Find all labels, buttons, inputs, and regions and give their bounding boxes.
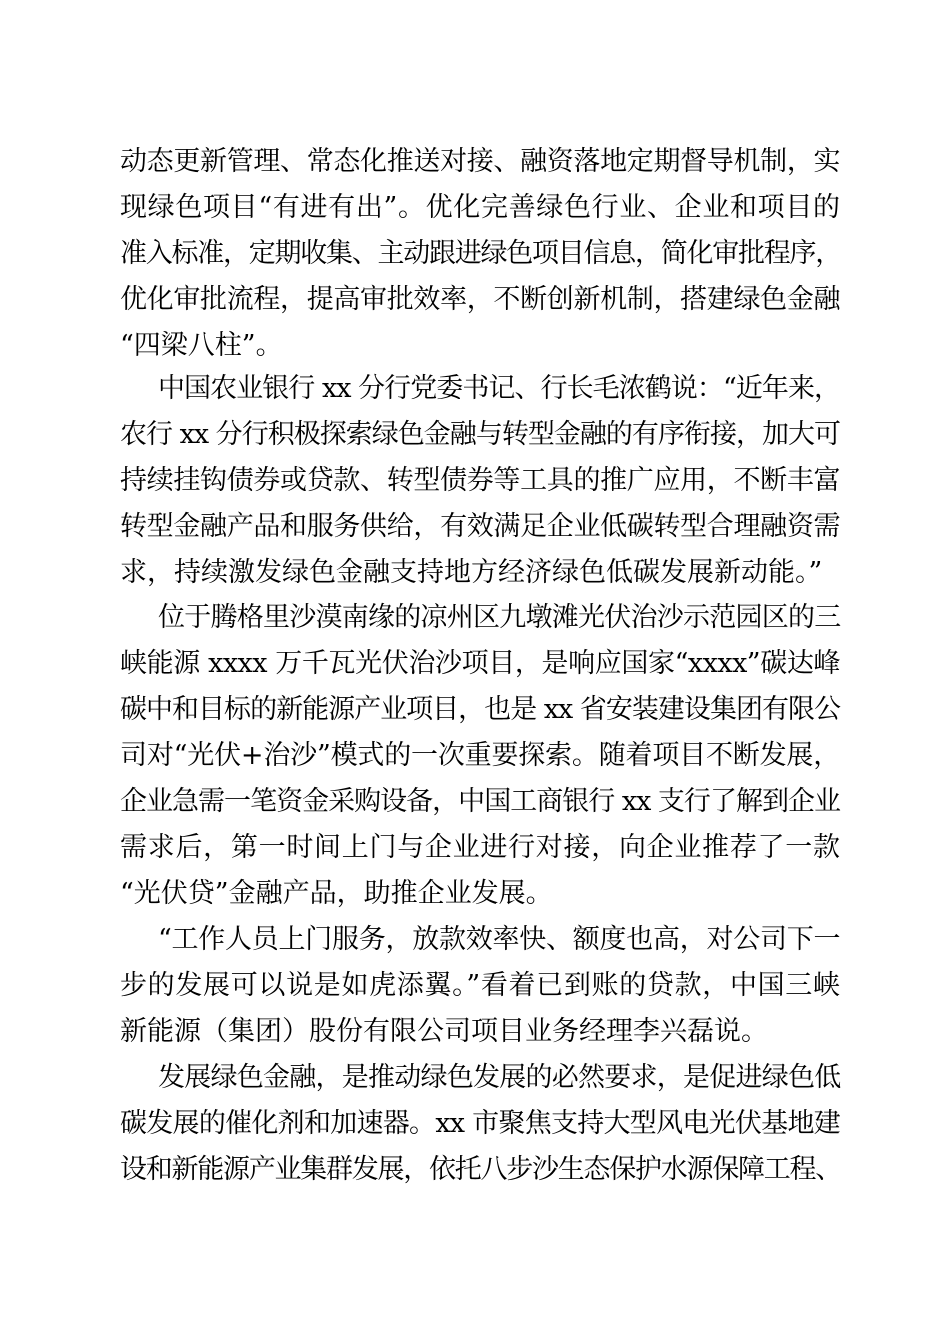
text-line: 动态更新管理、常态化推送对接、融资落地定期督导机制，实 (120, 146, 840, 177)
text-line: 设和新能源产业集群发展，依托八步沙生态保护水源保障工程、 (120, 1154, 841, 1185)
text-line: 新能源（集团）股份有限公司项目业务经理李兴磊说。 (120, 1016, 768, 1047)
text-line: 企业急需一笔资金采购设备，中国工商银行 xx 支行了解到企业 (120, 786, 840, 817)
text-line: 司对“光伏+治沙”模式的一次重要探索。随着项目不断发展， (120, 740, 840, 771)
paragraph-first-line: “工作人员上门服务，放款效率快、额度也高，对公司下一 (158, 924, 841, 955)
text-line: 需求后，第一时间上门与企业进行对接，向企业推荐了一款 (120, 832, 840, 863)
text-line: 准入标准，定期收集、主动跟进绿色项目信息，简化审批程序， (120, 238, 841, 269)
text-line: 持续挂钩债券或贷款、转型债券等工具的推广应用，不断丰富 (120, 465, 840, 496)
text-line: “四梁八柱”。 (120, 330, 283, 361)
text-line: 现绿色项目“有进有出”。优化完善绿色行业、企业和项目的 (120, 192, 840, 223)
text-line: “光伏贷”金融产品，助推企业发展。 (120, 878, 553, 909)
paragraph-first-line: 中国农业银行 xx 分行党委书记、行长毛浓鹤说：“近年来， (158, 373, 840, 404)
text-line: 碳中和目标的新能源产业项目，也是 xx 省安装建设集团有限公 (120, 694, 840, 725)
text-line: 转型金融产品和服务供给，有效满足企业低碳转型合理融资需 (120, 511, 840, 542)
paragraph-first-line: 发展绿色金融，是推动绿色发展的必然要求，是促进绿色低 (158, 1062, 841, 1093)
text-line: 求，持续激发绿色金融支持地方经济绿色低碳发展新动能。” (120, 557, 823, 588)
text-line: 碳发展的催化剂和加速器。xx 市聚焦支持大型风电光伏基地建 (120, 1108, 840, 1139)
text-line: 优化审批流程，提高审批效率，不断创新机制，搭建绿色金融 (120, 284, 840, 315)
text-line: 农行 xx 分行积极探索绿色金融与转型金融的有序衔接，加大可 (120, 419, 840, 450)
text-line: 步的发展可以说是如虎添翼。”看着已到账的贷款，中国三峡 (120, 970, 840, 1001)
text-line: 峡能源 xxxx 万千瓦光伏治沙项目，是响应国家“xxxx”碳达峰 (120, 648, 840, 679)
paragraph-first-line: 位于腾格里沙漠南缘的凉州区九墩滩光伏治沙示范园区的三 (158, 602, 841, 633)
